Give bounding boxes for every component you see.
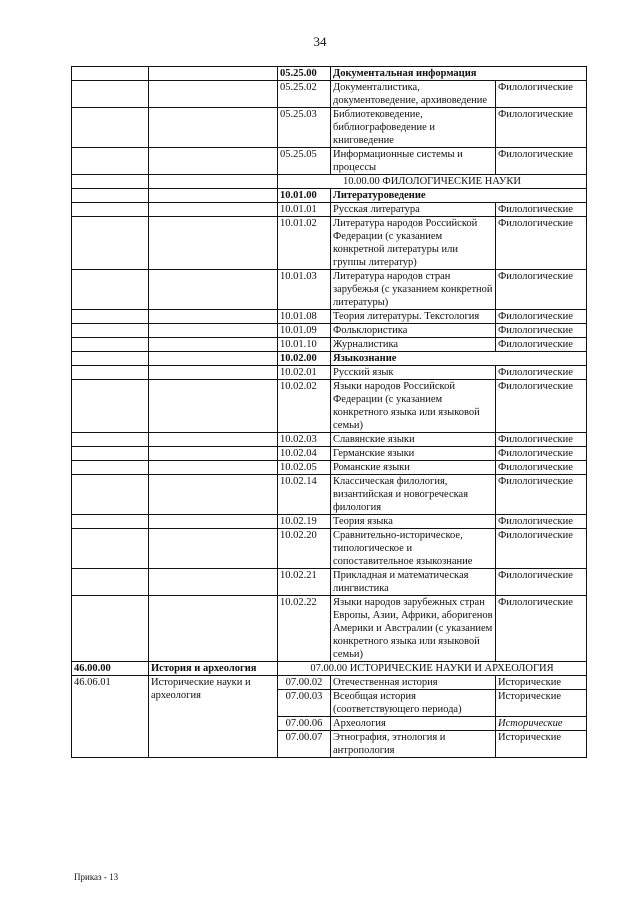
specialty-name: Литература народов стран зарубежья (с указанием конкретной литературы) [331,270,496,310]
science-field: Исторические [496,676,587,690]
specialty-code: 10.02.05 [278,461,331,475]
left-empty-cell [72,515,149,529]
table-row [72,596,587,662]
specialty-name: Этнография, этнология и антропология [331,731,496,758]
specialty-code: 10.02.21 [278,569,331,596]
specialty-name: Литература народов Российской Федерации (с указанием конкретной литературы или группы литератур) [331,217,496,270]
science-field: Филологические [496,81,587,108]
science-field: Филологические [496,148,587,175]
specialties-table-body [72,67,587,758]
science-field: Филологические [496,310,587,324]
specialty-name: Романские языки [331,461,496,475]
specialty-name: Прикладная и математическая лингвистика [331,569,496,596]
specialty-name: Отечественная история [331,676,496,690]
area-name: История и археология [149,662,278,676]
science-field: Филологические [496,515,587,529]
table-row [72,217,587,270]
science-field: Филологические [496,380,587,433]
left-empty-cell [149,217,278,270]
science-field: Филологические [496,324,587,338]
left-empty-cell [149,175,278,189]
left-empty-cell [149,148,278,175]
table-row [72,67,587,81]
specialty-name: Теория языка [331,515,496,529]
table-row [72,338,587,352]
table-row [72,324,587,338]
left-empty-cell [149,461,278,475]
specialty-name: Русская литература [331,203,496,217]
specialty-name: Библиотековедение, библиографоведение и книговедение [331,108,496,148]
specialty-code: 10.02.04 [278,447,331,461]
table-row [72,270,587,310]
left-empty-cell [72,203,149,217]
left-empty-cell [72,81,149,108]
table-row [72,81,587,108]
left-empty-cell [72,596,149,662]
specialty-code: 10.02.03 [278,433,331,447]
table-row [72,189,587,203]
table-row [72,433,587,447]
table-row [72,475,587,515]
table-row [72,662,587,676]
science-field: Исторические [496,717,587,731]
specialty-code: 10.01.03 [278,270,331,310]
left-empty-cell [149,338,278,352]
area-code: 46.00.00 [72,662,149,676]
left-empty-cell [149,203,278,217]
specialty-code: 07.00.07 [278,731,331,758]
specialty-name: Германские языки [331,447,496,461]
specialty-name: Славянские языки [331,433,496,447]
specialty-name: Классическая филология, византийская и новогреческая филология [331,475,496,515]
page-number: 34 [313,34,327,49]
left-empty-cell [149,515,278,529]
left-empty-cell [72,529,149,569]
left-empty-cell [72,108,149,148]
left-empty-cell [72,338,149,352]
table-row [72,203,587,217]
specialty-name: Сравнительно-историческое, типологическое и сопоставительное языкознание [331,529,496,569]
science-field: Филологические [496,270,587,310]
specialty-code: 10.02.14 [278,475,331,515]
left-empty-cell [149,529,278,569]
left-empty-cell [72,324,149,338]
specialty-name: Языки народов Российской Федерации (с указанием конкретного языка или языковой семьи) [331,380,496,433]
specialty-code: 10.01.10 [278,338,331,352]
left-empty-cell [72,366,149,380]
left-empty-cell [149,569,278,596]
table-row [72,108,587,148]
science-field: Филологические [496,338,587,352]
specialties-table [71,66,587,758]
left-empty-cell [149,270,278,310]
section-heading: 07.00.00 ИСТОРИЧЕСКИЕ НАУКИ И АРХЕОЛОГИЯ [278,662,587,676]
group-name: Документальная информация [331,67,587,81]
left-empty-cell [72,175,149,189]
left-empty-cell [149,67,278,81]
group-code: 10.02.00 [278,352,331,366]
specialty-code: 10.01.01 [278,203,331,217]
science-field: Филологические [496,461,587,475]
table-row [72,380,587,433]
left-empty-cell [149,81,278,108]
specialty-name: Языки народов зарубежных стран Европы, Азии, Африки, аборигенов Америки и Австралии (с указанием конкретного языка или языковой семьи) [331,596,496,662]
group-name: Литературоведение [331,189,587,203]
specialty-code: 05.25.05 [278,148,331,175]
specialty-name: Фольклористика [331,324,496,338]
specialty-name: Теория литературы. Текстология [331,310,496,324]
left-empty-cell [72,67,149,81]
specialty-name: Всеобщая история (соответствующего периода) [331,690,496,717]
specialty-name: Информационные системы и процессы [331,148,496,175]
specialty-code: 10.01.09 [278,324,331,338]
left-empty-cell [72,447,149,461]
left-empty-cell [72,380,149,433]
specialty-code: 05.25.02 [278,81,331,108]
table-row [72,461,587,475]
table-row [72,515,587,529]
group-code: 05.25.00 [278,67,331,81]
left-empty-cell [149,447,278,461]
left-empty-cell [149,475,278,515]
left-empty-cell [149,324,278,338]
science-field: Филологические [496,217,587,270]
left-empty-cell [149,366,278,380]
specialty-code: 07.00.06 [278,717,331,731]
left-empty-cell [72,461,149,475]
table-row [72,529,587,569]
left-empty-cell [72,569,149,596]
science-field: Филологические [496,366,587,380]
specialty-code: 07.00.02 [278,676,331,690]
specialty-code: 10.02.19 [278,515,331,529]
table-row [72,676,587,690]
science-field: Исторические [496,690,587,717]
science-field: Филологические [496,529,587,569]
left-empty-cell [72,475,149,515]
left-empty-cell [149,189,278,203]
table-row [72,447,587,461]
science-field: Филологические [496,569,587,596]
direction-name: Исторические науки и археология [149,676,278,758]
left-empty-cell [72,189,149,203]
left-empty-cell [149,380,278,433]
left-empty-cell [149,108,278,148]
specialty-code: 10.02.02 [278,380,331,433]
left-empty-cell [149,433,278,447]
table-row [72,310,587,324]
left-empty-cell [72,433,149,447]
table-row [72,148,587,175]
left-empty-cell [149,310,278,324]
specialty-code: 10.01.08 [278,310,331,324]
left-empty-cell [72,217,149,270]
table-row [72,366,587,380]
direction-code: 46.06.01 [72,676,149,758]
specialty-code: 10.02.22 [278,596,331,662]
science-field: Исторические [496,731,587,758]
table-row [72,352,587,366]
specialty-name: Журналистика [331,338,496,352]
specialty-name: Археология [331,717,496,731]
specialty-code: 05.25.03 [278,108,331,148]
science-field: Филологические [496,447,587,461]
table-row [72,175,587,189]
group-code: 10.01.00 [278,189,331,203]
specialty-name: Документалистика, документоведение, архивоведение [331,81,496,108]
specialty-code: 10.01.02 [278,217,331,270]
science-field: Филологические [496,433,587,447]
science-field: Филологические [496,596,587,662]
science-field: Филологические [496,475,587,515]
specialty-code: 10.02.01 [278,366,331,380]
table-row [72,569,587,596]
science-field: Филологические [496,203,587,217]
specialty-code: 10.02.20 [278,529,331,569]
specialty-code: 07.00.03 [278,690,331,717]
specialty-name: Русский язык [331,366,496,380]
left-empty-cell [72,310,149,324]
section-heading: 10.00.00 ФИЛОЛОГИЧЕСКИЕ НАУКИ [278,175,587,189]
left-empty-cell [149,596,278,662]
footer-order-label: Приказ - 13 [74,872,119,882]
left-empty-cell [149,352,278,366]
group-name: Языкознание [331,352,587,366]
science-field: Филологические [496,108,587,148]
left-empty-cell [72,352,149,366]
left-empty-cell [72,270,149,310]
left-empty-cell [72,148,149,175]
